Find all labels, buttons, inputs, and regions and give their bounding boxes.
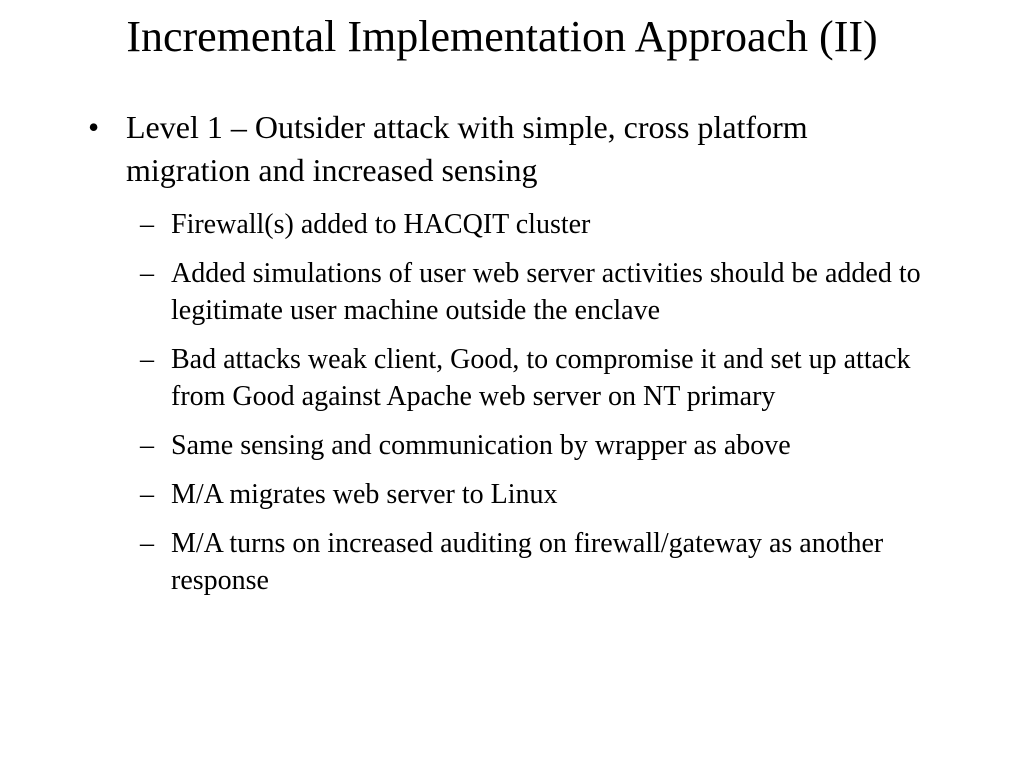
sub-bullet-item [140,476,940,513]
dash-icon: – [140,479,154,510]
dash-icon: – [140,209,154,240]
main-bullet-text: Level 1 – Outsider attack with simple, cross platform migration and increased sensing [126,109,808,188]
sub-bullet-text: Bad attacks weak client, Good, to compromise it and set up attack from Good against Apache web server on NT primary [171,344,911,412]
sub-bullet-text: M/A turns on increased auditing on firewall/gateway as another response [171,528,884,596]
sub-bullet-text: M/A migrates web server to Linux [171,479,558,510]
sub-bullet-text: Firewall(s) added to HACQIT cluster [171,209,591,240]
slide-title: Incremental Implementation Approach (II) [126,12,878,61]
dash-icon: – [140,258,154,289]
dash-icon: – [140,344,154,375]
sub-bullet-list [140,206,940,611]
dash-icon: – [140,528,154,559]
sub-bullet-item [140,341,940,415]
sub-bullet-item [140,427,940,464]
main-bullet [88,106,878,192]
dash-icon: – [140,430,154,461]
sub-bullet-text: Added simulations of user web server activities should be added to legitimate user machine outside the enclave [171,258,921,326]
sub-bullet-item [140,206,940,243]
sub-bullet-item [140,525,940,599]
bullet-icon: • [88,109,100,145]
sub-bullet-text: Same sensing and communication by wrapper as above [171,430,791,461]
sub-bullet-item [140,255,940,329]
